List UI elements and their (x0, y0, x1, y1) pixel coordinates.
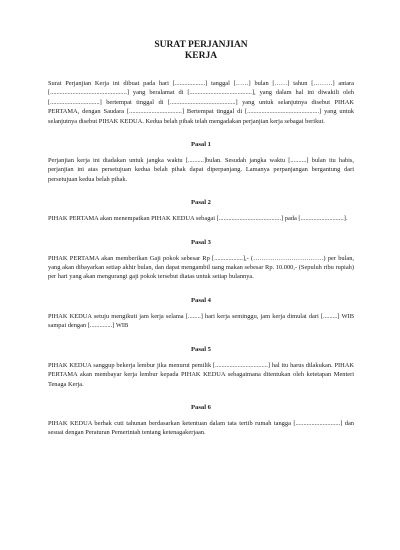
section-heading: Pasal 6 (191, 403, 211, 411)
section-text: PIHAK KEDUA sanggup bekerja lembur jika menurut pemilik [.................................] hal itu harus dilakukan. PIHAK PERTAMA akan membayar kerja lembur kepada PIHAK KEDUA sebagaimana ditentukan oleh ketetapan Menteri Tenaga Kerja. (48, 361, 354, 388)
section-heading: Pasal 3 (191, 238, 211, 246)
section-pasal-4 (48, 296, 354, 331)
section-pasal-6 (48, 403, 354, 438)
section-text: Perjanjian kerja ini diadakan untuk jangka waktu [..........]bulan. Sesudah jangka waktu [..........] bulan itu habis, perjanjian ini atas persetujuan kedua belah pihak dapat diperpanjang. Lamanya perpanjangan bergantung dari persetujuan kedua belah pihak. (48, 157, 354, 183)
section-pasal-5 (48, 345, 354, 389)
document-page (48, 40, 354, 438)
section-pasal-2 (48, 198, 354, 223)
title-line-1: SURAT PERJANJIAN (154, 40, 248, 50)
document-title (48, 40, 354, 61)
intro-paragraph: Surat Perjanjian Kerja ini dibuat pada hari [...................] tanggal [……] bulan [……] tahun [………] antara [................................................] yang beralamat di [.......................................], yang dalam hal ini diwakili oleh [...............................] bertempat tinggal di [.........................................] yang untuk selanjutnya disebut PIHAK PERTAMA, dengan Saudara [.................................] Bertempat tinggal di [.............................................] yang untuk selanjutnya disebut PIHAK KEDUA. Kedua belah pihak telah mengadakan perjanjian kerja sebagai berikut. (48, 80, 354, 125)
section-heading: Pasal 4 (191, 296, 211, 304)
section-heading: Pasal 1 (191, 141, 211, 149)
section-pasal-3 (48, 238, 354, 282)
section-text: PIHAK KEDUA setuju mengikuti jam kerja selama [........] hari kerja seminggu, jam kerja dimulai dari [.........] WIB sampai dengan [..............] WIB (48, 312, 354, 330)
section-text: PIHAK KEDUA berhak cuti tahunan berdasarkan ketentuan dalam tata tertib rumah tangga [............................] dan sesuai dengan Peraturan Pemerintah tentang ketenagakerjaan. (48, 419, 354, 437)
section-pasal-1 (48, 140, 354, 184)
section-heading: Pasal 5 (191, 345, 211, 353)
section-text: PIHAK PERTAMA akan menempatkan PIHAK KEDUA sebagai [.......................................] pada [...........................]. (48, 215, 348, 223)
title-line-2: KERJA (184, 50, 218, 61)
section-heading: Pasal 2 (191, 199, 211, 207)
section-text: PIHAK PERTAMA akan memberikan Gaji pokok sebesar Rp [..................],- (……………………………) per bulan, yang akan dibayarkan setiap akhir bulan, dan dapat mengambil uang makan sebesar Rp. 10.000,- (Sepuluh ribu rupiah) per hari yang akan mengurangi gaji pokok tersebut diatas untuk setiap bulannya. (48, 254, 354, 281)
